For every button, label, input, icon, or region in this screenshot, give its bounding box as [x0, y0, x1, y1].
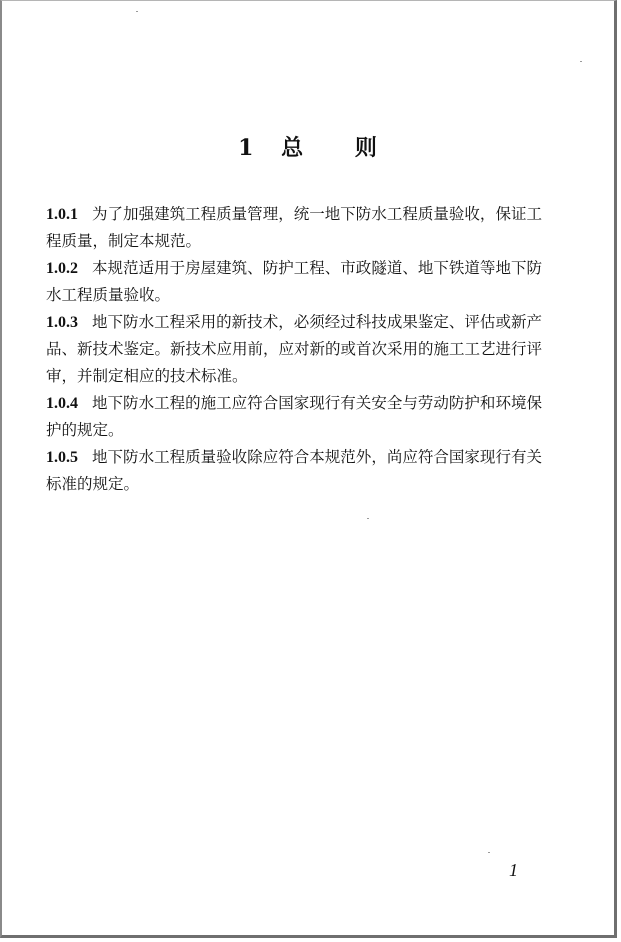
- chapter-number: 1: [238, 135, 255, 161]
- clause-list: [46, 201, 542, 498]
- clause-1-0-2: [46, 255, 542, 309]
- clause-text: 地下防水工程质量验收除应符合本规范外，尚应符合国家现行有关标准的规定。: [46, 448, 542, 493]
- scan-speck: [580, 61, 582, 62]
- clause-text: 地下防水工程的施工应符合国家现行有关安全与劳动防护和环境保护的规定。: [46, 394, 542, 439]
- clause-1-0-5: [46, 444, 542, 498]
- clause-1-0-1: [46, 201, 542, 255]
- clause-1-0-4: [46, 390, 542, 444]
- scan-speck: [488, 852, 490, 853]
- clause-text: 地下防水工程采用的新技术，必须经过科技成果鉴定、评估或新产品、新技术鉴定。新技术应用前，应对新的或首次采用的施工工艺进行评审，并制定相应的技术标准。: [46, 313, 543, 385]
- clause-number: 1.0.2: [46, 260, 78, 277]
- chapter-heading: [2, 133, 614, 163]
- scan-speck: [367, 518, 369, 519]
- clause-1-0-3: [46, 309, 542, 390]
- page-number: 1: [509, 860, 518, 880]
- scan-speck: [136, 11, 138, 12]
- chapter-title-char: 总: [281, 135, 305, 161]
- clause-number: 1.0.3: [46, 314, 78, 331]
- chapter-title-char: 则: [354, 135, 378, 161]
- clause-number: 1.0.4: [46, 395, 78, 412]
- clause-text: 为了加强建筑工程质量管理，统一地下防水工程质量验收，保证工程质量，制定本规范。: [46, 205, 542, 250]
- clause-number: 1.0.1: [46, 206, 78, 223]
- clause-number: 1.0.5: [46, 449, 78, 466]
- clause-text: 本规范适用于房屋建筑、防护工程、市政隧道、地下铁道等地下防水工程质量验收。: [46, 259, 542, 304]
